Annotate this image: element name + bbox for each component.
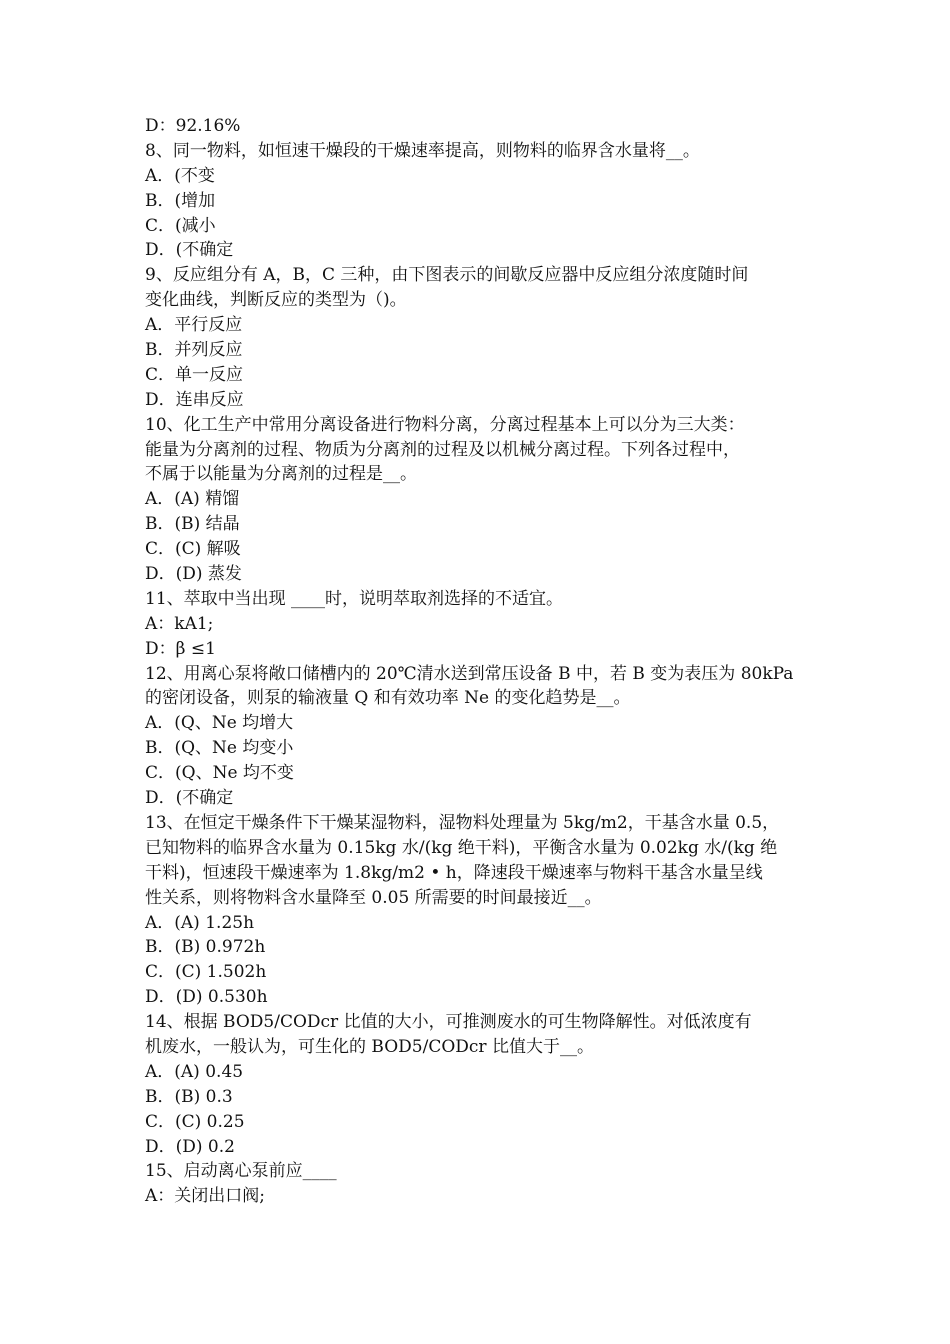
answer-option-line: B．(B) 0.972h (145, 937, 266, 958)
answer-option-line: A．(A) 0.45 (145, 1061, 244, 1082)
answer-option-line: D．(不确定 (145, 240, 234, 261)
answer-option-line: D．(D) 蒸发 (145, 564, 242, 585)
question-text-line: 的密闭设备，则泵的输液量 Q 和有效功率 Ne 的变化趋势是__。 (145, 688, 631, 709)
question-text-line: 9、反应组分有 A，B，C 三种，由下图表示的间歇反应器中反应组分浓度随时间 (145, 265, 749, 286)
question-text-line: 15、启动离心泵前应____ (145, 1161, 337, 1182)
answer-option-line: B．(B) 0.3 (145, 1086, 233, 1107)
answer-option-line: A：关闭出口阀; (145, 1186, 266, 1207)
question-text-line: 10、化工生产中常用分离设备进行物料分离，分离过程基本上可以分为三大类： (145, 414, 745, 435)
answer-option-line: D．连串反应 (145, 389, 244, 410)
answer-option-line: C．(C) 解吸 (145, 539, 241, 560)
answer-option-line: B．并列反应 (145, 340, 243, 361)
answer-option-line: A．(不变 (145, 165, 215, 186)
answer-option-line: B．(B) 结晶 (145, 514, 240, 535)
answer-option-line: A．(A) 精馏 (145, 489, 240, 510)
answer-option-line: B．(增加 (145, 190, 216, 211)
answer-option-line: D：β ≤1 (145, 638, 216, 659)
question-text-line: 能量为分离剂的过程、物质为分离剂的过程及以机械分离过程。下列各过程中， (145, 439, 740, 460)
document-page (145, 114, 810, 1209)
question-text-line: 性关系，则将物料含水量降至 0.05 所需要的时间最接近__。 (145, 887, 602, 908)
answer-option-line: D：92.16% (145, 116, 241, 136)
answer-option-line: C．(C) 0.25 (145, 1111, 245, 1132)
answer-option-line: C．单一反应 (145, 364, 244, 385)
answer-option-line: A．(A) 1.25h (145, 912, 255, 933)
answer-option-line: D．(D) 0.530h (145, 987, 268, 1008)
answer-option-line: D．(不确定 (145, 788, 234, 809)
answer-option-line: C．(C) 1.502h (145, 962, 267, 983)
answer-option-line: A．(Q、Ne 均增大 (145, 713, 294, 734)
answer-option-line: A：kA1; (145, 613, 214, 634)
question-text-line: 8、同一物料，如恒速干燥段的干燥速率提高，则物料的临界含水量将__。 (145, 140, 700, 161)
answer-option-line: C．(减小 (145, 215, 216, 236)
answer-option-line: A．平行反应 (145, 315, 243, 336)
question-text-line: 变化曲线，判断反应的类型为（)。 (145, 290, 407, 311)
answer-option-line: B．(Q、Ne 均变小 (145, 738, 294, 759)
question-text-line: 14、根据 BOD5/CODcr 比值的大小，可推测废水的可生物降解性。对低浓度有 (145, 1012, 752, 1033)
question-text-line: 已知物料的临界含水量为 0.15kg 水/(kg 绝干料)，平衡含水量为 0.02kg 水/(kg 绝 (145, 837, 778, 858)
question-text-line: 干料)，恒速段干燥速率为 1.8kg/m2 • h，降速段干燥速率与物料干基含水量呈线 (145, 862, 763, 883)
answer-option-line: C．(Q、Ne 均不变 (145, 763, 294, 784)
question-text-line: 13、在恒定干燥条件下干燥某湿物料，湿物料处理量为 5kg/m2，干基含水量 0.5， (145, 812, 780, 833)
answer-option-line: D．(D) 0.2 (145, 1136, 235, 1157)
question-text-line: 12、用离心泵将敞口储槽内的 20℃清水送到常压设备 B 中，若 B 变为表压为 80kPa (145, 663, 794, 684)
question-text-line: 机废水，一般认为，可生化的 BOD5/CODcr 比值大于__。 (145, 1036, 594, 1057)
question-text-line: 11、萃取中当出现 ____时，说明萃取剂选择的不适宜。 (145, 588, 564, 609)
question-text-line: 不属于以能量为分离剂的过程是__。 (145, 464, 417, 485)
